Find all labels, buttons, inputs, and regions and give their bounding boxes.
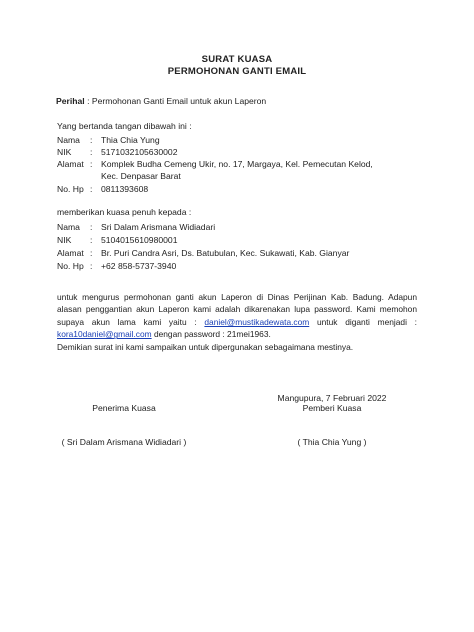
receiver-label: Penerima Kuasa	[92, 403, 156, 413]
perihal-line	[56, 96, 266, 106]
closing-line: Demikian surat ini kami sampaikan untuk dipergunakan sebagaimana mestinya.	[57, 341, 354, 352]
transfer-text: memberikan kuasa penuh kepada :	[57, 207, 192, 217]
grantee-hp-row	[0, 261, 474, 273]
grantor-hp-label: No. Hp	[57, 184, 84, 194]
title-line-2: PERMOHONAN GANTI EMAIL	[167, 66, 307, 77]
grantee-alamat: Br. Puri Candra Asri, Ds. Batubulan, Kec. Sukawati, Kab. Gianyar	[101, 248, 350, 258]
old-email-link[interactable]: daniel@mustikadewata.com	[204, 316, 310, 327]
title-line-1: SURAT KUASA	[201, 54, 273, 65]
colon: :	[90, 235, 93, 245]
body-line-3	[57, 316, 417, 328]
grantor-hp: 0811393608	[101, 184, 149, 194]
perihal-text: : Permohonan Ganti Email untuk akun Laperon	[87, 96, 267, 106]
grantee-nama-label: Nama	[57, 222, 80, 232]
grantor-alamat-row	[0, 159, 474, 171]
giver-name: ( Thia Chia Yung )	[297, 437, 367, 447]
grantee-hp: +62 858-5737-3940	[101, 261, 177, 271]
grantor-alamat-line2: Kec. Denpasar Barat	[101, 171, 181, 181]
receiver-name: ( Sri Dalam Arismana Widiadari )	[61, 437, 187, 447]
perihal-label: Perihal	[56, 96, 85, 106]
giver-label: Pemberi Kuasa	[302, 403, 362, 413]
colon: :	[90, 248, 93, 258]
grantor-nik: 5171032105630002	[101, 147, 178, 157]
grantee-hp-label: No. Hp	[57, 261, 84, 271]
grantor-nik-row	[0, 147, 474, 159]
new-email-link[interactable]: kora10daniel@gmail.com	[57, 329, 152, 340]
body-line-4	[57, 328, 417, 340]
place-date: Mangupura, 7 Februari 2022	[277, 393, 387, 403]
body-line-1: untuk mengurus permohonan ganti akun Laperon di Dinas Perijinan Kab. Badung. Adapun	[57, 292, 417, 302]
body-paragraph	[57, 291, 417, 353]
grantor-alamat-line1: Komplek Budha Cemeng Ukir, no. 17, Margaya, Kel. Pemecutan Kelod,	[101, 159, 373, 169]
grantor-nik-label: NIK	[57, 147, 72, 157]
intro-text: Yang bertanda tangan dibawah ini :	[57, 121, 192, 131]
colon: :	[90, 184, 93, 194]
colon: :	[90, 135, 93, 145]
colon: :	[90, 261, 93, 271]
grantor-alamat-row-2	[0, 171, 474, 183]
body-line-2: alasan penggantian akun Laperon kami adalah dikarenakan lupa password. Kami memohon	[57, 304, 417, 315]
body-line-3-post: untuk diganti menjadi :	[309, 316, 417, 327]
body-line-3-pre: supaya akun lama kami yaitu :	[57, 316, 205, 327]
grantor-nama-label: Nama	[57, 135, 80, 145]
grantee-alamat-row	[0, 248, 474, 260]
grantor-alamat-label: Alamat	[57, 159, 84, 169]
colon: :	[90, 222, 93, 232]
grantee-nama-row	[0, 222, 474, 234]
grantor-nama-row	[0, 135, 474, 147]
grantor-hp-row	[0, 184, 474, 196]
grantee-nama: Sri Dalam Arismana Widiadari	[101, 222, 216, 232]
body-line-4-post: dengan password : 21mei1963.	[151, 329, 271, 340]
grantee-nik-label: NIK	[57, 235, 72, 245]
grantee-nik-row	[0, 235, 474, 247]
colon: :	[90, 147, 93, 157]
grantee-alamat-label: Alamat	[57, 248, 84, 258]
grantee-nik: 5104015610980001	[101, 235, 178, 245]
grantor-nama: Thia Chia Yung	[101, 135, 160, 145]
colon: :	[90, 159, 93, 169]
